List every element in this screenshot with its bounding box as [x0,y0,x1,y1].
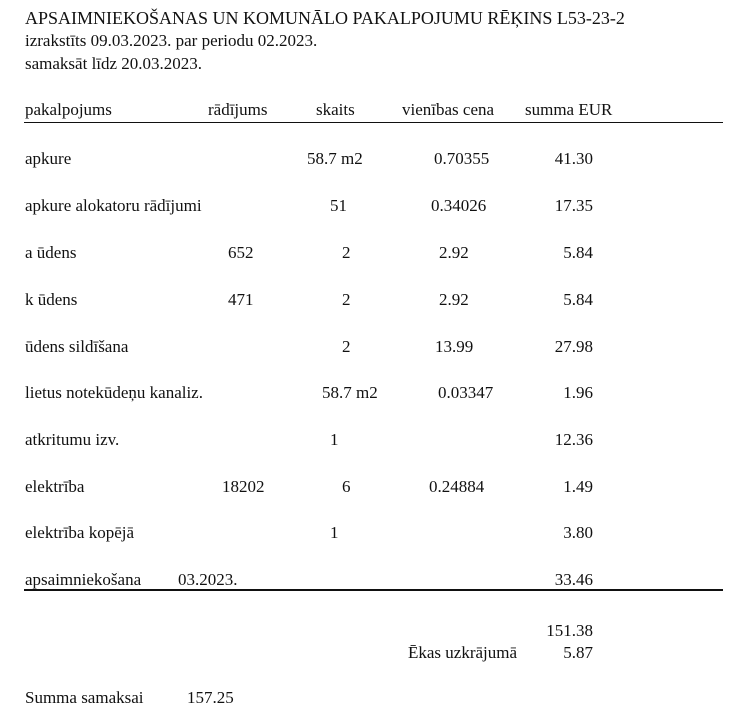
header-unit-price: vienības cena [402,100,495,119]
header-rule [24,122,723,123]
row-service: elektrība [25,477,85,496]
row-service: a ūdens [25,243,77,262]
row-sum: 1.96 [563,383,593,402]
row-reading: 652 [228,243,254,262]
row-sum: 27.98 [554,337,593,356]
row-sum: 33.46 [554,570,593,589]
invoice-title: APSAIMNIEKOŠANAS UN KOMUNĀLO PAKALPOJUMU RĒĶINS L53-23-2 [25,8,625,28]
row-reading: 471 [228,290,254,309]
row-unit-price: 0.70355 [434,149,490,168]
row-sum: 1.49 [563,477,593,496]
header-reading: rādījums [208,100,268,119]
row-unit-price: 0.34026 [431,196,487,215]
row-service: apkure [25,149,72,168]
payable-label: Summa samaksai [25,688,144,707]
row-sum: 17.35 [554,196,593,215]
savings-value: 5.87 [563,643,593,662]
row-quantity: 1 [330,430,339,449]
row-quantity: 58.7 m2 [322,383,378,402]
header-sum: summa EUR [525,100,613,119]
row-quantity: 51 [330,196,347,215]
row-sum: 41.30 [554,149,593,168]
row-sum: 5.84 [563,243,593,262]
payable-value: 157.25 [187,688,234,707]
table-bottom-rule [24,589,723,591]
row-unit-price: 0.24884 [429,477,485,496]
subtotal-value: 151.38 [546,621,593,640]
row-service: elektrība kopējā [25,523,135,542]
row-unit-price: 2.92 [439,290,469,309]
row-unit-price: 0.03347 [438,383,494,402]
row-service: k ūdens [25,290,78,309]
row-service: apsaimniekošana [25,570,142,589]
issued-line: izrakstīts 09.03.2023. par periodu 02.2023. [25,31,318,50]
row-service: atkritumu izv. [25,430,120,449]
row-reading: 03.2023. [178,570,238,589]
savings-label: Ēkas uzkrājumā [408,643,518,662]
row-quantity: 2 [342,337,351,356]
row-reading: 18202 [222,477,265,496]
row-quantity: 58.7 m2 [307,149,363,168]
header-quantity: skaits [316,100,355,119]
row-unit-price: 2.92 [439,243,469,262]
row-quantity: 1 [330,523,339,542]
header-service: pakalpojums [25,100,112,119]
due-date-line: samaksāt līdz 20.03.2023. [25,54,203,73]
row-quantity: 2 [342,243,351,262]
row-unit-price: 13.99 [435,337,474,356]
row-sum: 12.36 [554,430,593,449]
row-service: lietus notekūdeņu kanaliz. [25,383,203,402]
row-sum: 3.80 [563,523,593,542]
row-quantity: 2 [342,290,351,309]
row-quantity: 6 [342,477,351,496]
row-service: ūdens sildīšana [25,337,129,356]
row-service: apkure alokatoru rādījumi [25,196,202,215]
row-sum: 5.84 [563,290,593,309]
